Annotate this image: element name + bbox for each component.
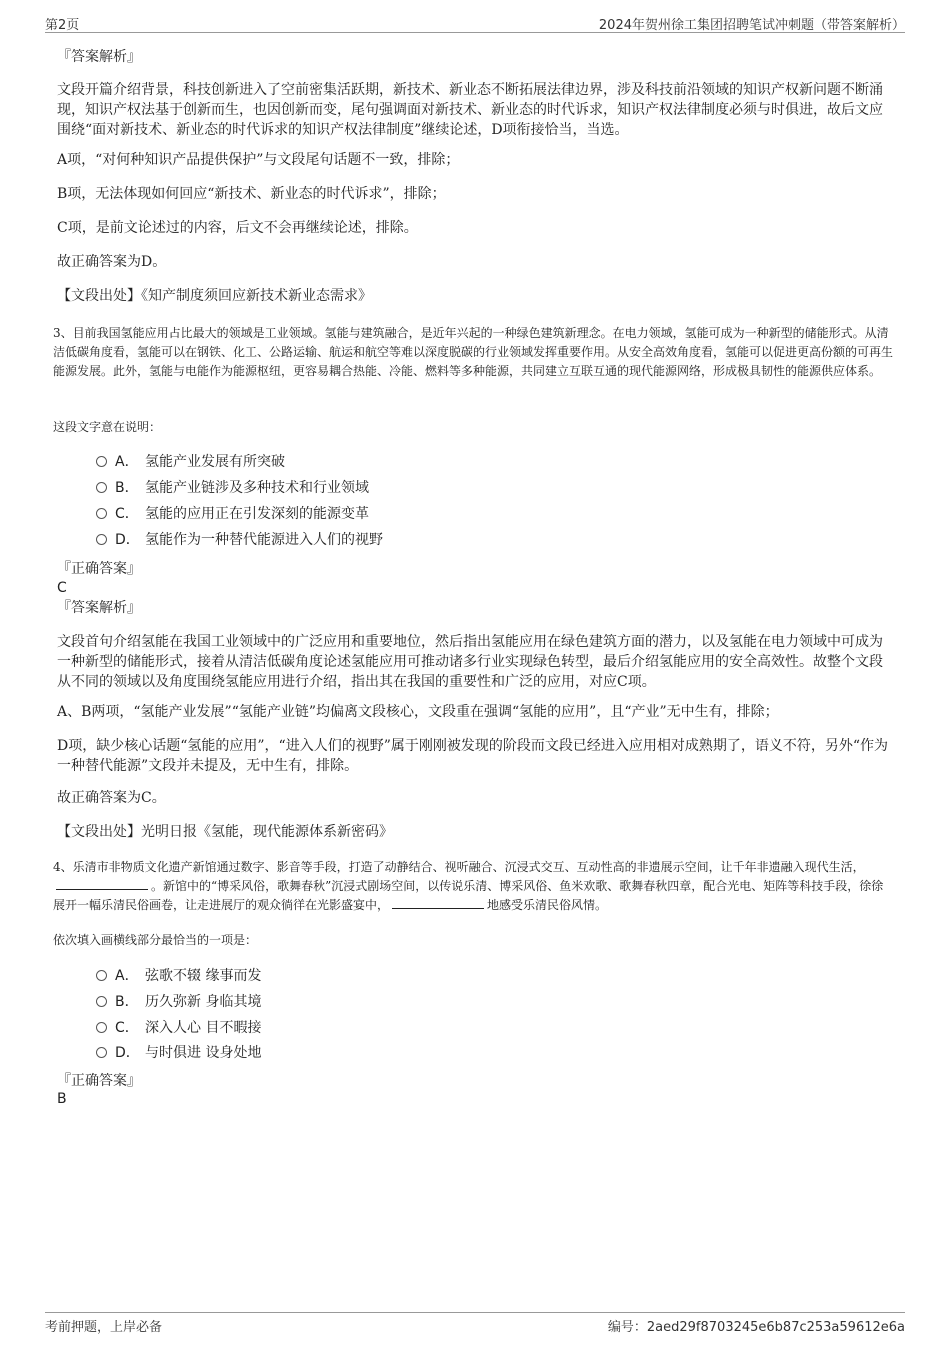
q4-option-a[interactable] [96,966,261,986]
q3-source: 【文段出处】光明日报《氢能，现代能源体系新密码》 [57,824,393,840]
q2-conclusion: 故正确答案为D。 [57,254,167,270]
q3-option-c-key: C． [115,506,139,522]
q2-option-b-explanation: B项，无法体现如何回应“新技术、新业态的时代诉求”，排除； [57,186,446,202]
q3-analysis-label: 『答案解析』 [57,600,141,616]
q4-option-b-key: B． [115,994,139,1010]
q3-correct-label: 『正确答案』 [57,561,141,577]
q4-stem [53,858,895,915]
q4-option-a-key: A． [115,968,139,984]
q4-option-a-text: 弦歌不辍 缘事而发 [145,968,262,984]
fill-blank-1 [56,877,148,890]
q3-option-a[interactable] [96,452,285,472]
q3-correct-answer: C [57,580,67,596]
q3-conclusion: 故正确答案为C。 [57,790,166,806]
q3-option-b-key: B． [115,480,139,496]
q4-stem-part-1: 4、乐清市非物质文化遗产新馆通过数字、影音等手段，打造了动静结合、视听融合、沉浸式交互、互动性高的非遗展示空间，让千年非遗融入现代生活， [53,860,865,874]
q3-option-b[interactable] [96,478,369,498]
q4-correct-label: 『正确答案』 [57,1073,141,1089]
q4-option-c[interactable] [96,1018,261,1038]
q4-option-d-key: D． [115,1045,140,1061]
q2-option-c-explanation: C项，是前文论述过的内容，后文不会再继续论述，排除。 [57,220,418,236]
q3-option-b-text: 氢能产业链涉及多种技术和行业领域 [145,480,369,496]
radio-icon[interactable] [96,508,107,519]
radio-icon[interactable] [96,1022,107,1033]
q4-correct-answer: B [57,1091,67,1107]
q3-option-a-text: 氢能产业发展有所突破 [145,454,285,470]
q3-option-ab-explanation: A、B两项，“氢能产业发展”“氢能产业链”均偏离文段核心，文段重在强调“氢能的应用”，且“产业”无中生有，排除； [57,704,779,720]
radio-icon[interactable] [96,996,107,1007]
q4-option-b[interactable] [96,992,261,1012]
radio-icon[interactable] [96,1047,107,1058]
q2-source: 【文段出处】《知产制度须回应新技术新业态需求》 [57,288,372,304]
radio-icon[interactable] [96,482,107,493]
q4-stem-part-3: 地感受乐清民俗风情。 [487,898,608,912]
q4-option-d-text: 与时俱进 设身处地 [145,1045,262,1061]
radio-icon[interactable] [96,456,107,467]
q3-analysis-text: 文段首句介绍氢能在我国工业领域中的广泛应用和重要地位，然后指出氢能应用在绿色建筑方面的潜力，以及氢能在电力领域中可成为一种新型的储能形式，接着从清洁低碳角度论述氢能应用可推动诸多行业实现绿色转型，最后介绍氢能应用的安全高效性。故整个文段从不同的领域以及角度围绕氢能应用进行介绍，指出其在我国的重要性和广泛的应用，对应C项。 [57,634,883,690]
document-title: 2024年贺州徐工集团招聘笔试冲刺题（带答案解析） [598,18,905,33]
q3-option-d-explanation: D项，缺少核心话题“氢能的应用”，“进入人们的视野”属于刚刚被发现的阶段而文段已经进入应用相对成熟期了，语义不符，另外“作为一种替代能源”文段并未提及，无中生有，排除。 [57,738,889,774]
q4-option-d[interactable] [96,1043,261,1063]
fill-blank-2 [392,896,484,909]
radio-icon[interactable] [96,534,107,545]
q3-option-c-text: 氢能的应用正在引发深刻的能源变革 [145,506,369,522]
q2-analysis-label: 『答案解析』 [57,49,141,65]
q4-option-c-key: C． [115,1020,139,1036]
q2-analysis-text: 文段开篇介绍背景，科技创新进入了空前密集活跃期，新技术、新业态不断拓展法律边界，涉及科技前沿领域的知识产权新问题不断涌现，知识产权法基于创新而生，也因创新而变，尾句强调面对新技术、新业态的时代诉求，知识产权法律制度必须与时俱进，故后文应围绕“面对新技术、新业态的时代诉求的知识产权法律制度”继续论述，D项衔接恰当，当选。 [57,82,883,138]
q3-prompt: 这段文字意在说明： [53,420,162,434]
q4-option-c-text: 深入人心 目不暇接 [145,1020,262,1036]
page-header [45,14,905,33]
page-number: 第2页 [45,18,80,33]
q3-option-d-text: 氢能作为一种替代能源进入人们的视野 [145,532,383,548]
footer-slogan: 考前押题，上岸必备 [45,1320,163,1335]
q3-option-d-key: D． [115,532,140,548]
q4-option-b-text: 历久弥新 身临其境 [145,994,262,1010]
q2-option-a-explanation: A项，“对何种知识产品提供保护”与文段尾句话题不一致，排除； [57,152,460,168]
page-footer [45,1312,905,1333]
document-code: 编号：2aed29f8703245e6b87c253a59612e6a [607,1320,905,1335]
q4-stem-part-2: 。新馆中的“博采风俗，歌舞春秋”沉浸式剧场空间，以传说乐清、博采风俗、鱼米欢歌、歌舞春秋四章，配合光电、矩阵等科技手段，徐徐展开一幅乐清民俗画卷，让走进展厅的观众徜徉在光影盛宴中， [53,879,884,912]
q3-option-a-key: A． [115,454,139,470]
q4-prompt: 依次填入画横线部分最恰当的一项是： [53,933,258,947]
radio-icon[interactable] [96,970,107,981]
q3-option-d[interactable] [96,530,383,550]
q3-option-c[interactable] [96,504,369,524]
q3-stem: 3、目前我国氢能应用占比最大的领域是工业领域。氢能与建筑融合，是近年兴起的一种绿色建筑新理念。在电力领域，氢能可成为一种新型的储能形式。从清洁低碳角度看，氢能可以在钢铁、化工、公路运输、航运和航空等难以深度脱碳的行业领域发挥重要作用。从安全高效角度看，氢能可以促进更高份额的可再生能源发展。此外，氢能与电能作为能源枢纽，更容易耦合热能、冷能、燃料等多种能源，共同建立互联互通的现代能源网络，形成极具韧性的能源供应体系。 [53,326,894,378]
